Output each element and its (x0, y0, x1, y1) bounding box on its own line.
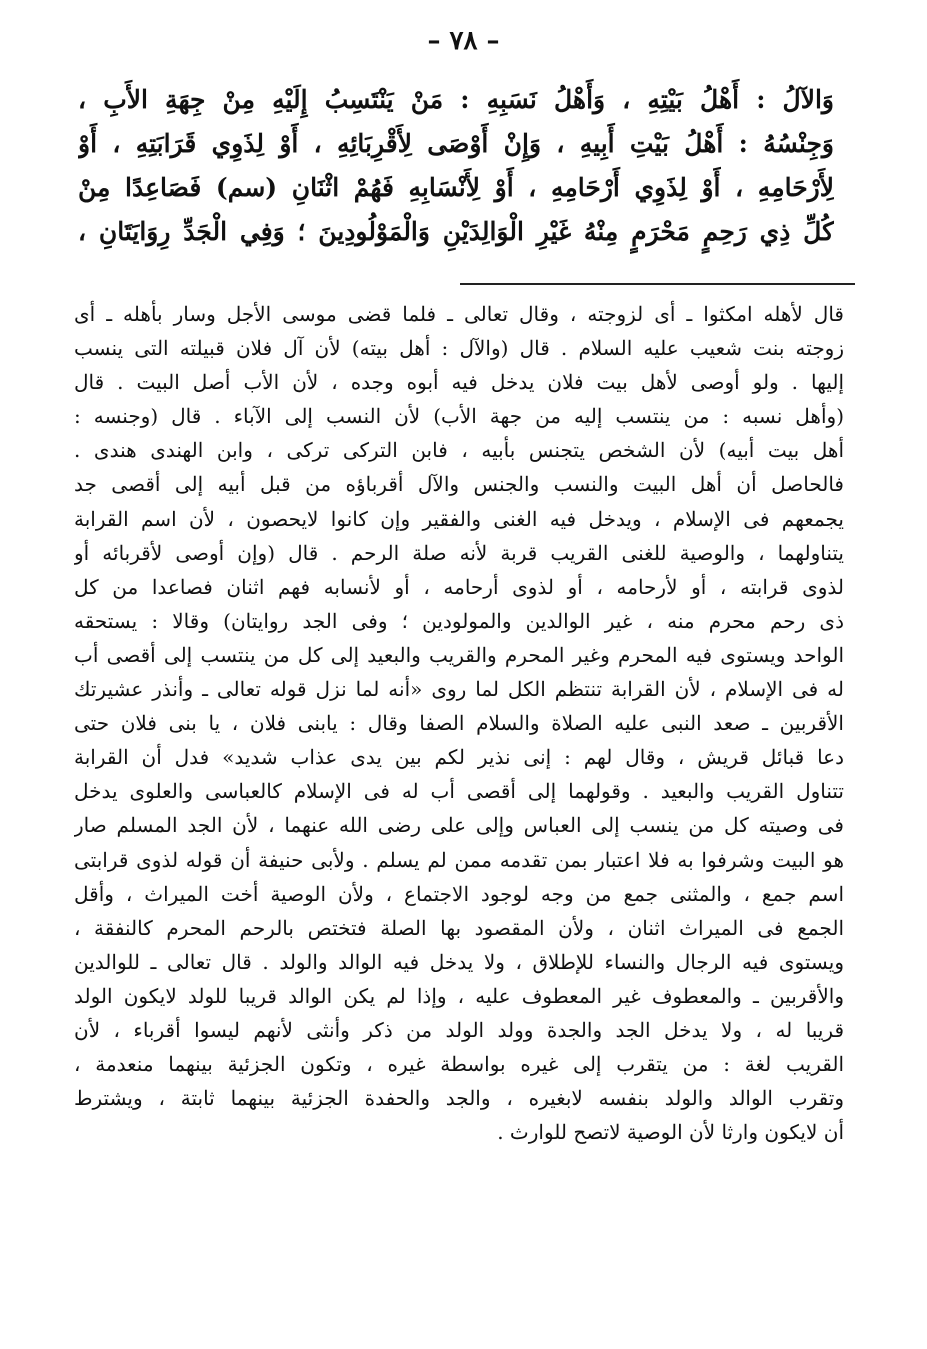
commentary-line: أهل بيت أبيه) لأن الشخص يتجنس بأبيه ، فابن التركى تركى ، وابن الهندى هندى . (74, 438, 844, 463)
commentary-line: له فى الإسلام ، لأن القرابة تنتظم الكل لما روى «أنه لما نزل قوله تعالى ـ وأنذر عشيرتك (74, 677, 844, 702)
commentary-line: دعا قبائل قريش ، وقال لهم : إنى نذير لكم بين يدى عذاب شديد» فدل أن القرابة (74, 745, 844, 770)
commentary-line: والأقربين ـ والمعطوف غير المعطوف عليه ، وإذا لم يكن الوالد قريبا للولد لايكون الولد (74, 983, 844, 1008)
commentary-line: فالحاصل أن أهل البيت والنسب والجنس والآل أقرباؤه من قبل أبيه إلى أقصى جد (74, 472, 844, 497)
commentary-line: ذى رحم محرم منه ، غير الوالدين والمولودين ؛ وفى الجد روايتان) وقالا : يستحقه (74, 608, 844, 633)
commentary-line: الواحد ويستوى فيه المحرم وغير المحرم والقريب والبعيد إلى كل من ينتسب إلى أقصى أب (74, 642, 844, 667)
commentary-text-block (74, 297, 844, 1149)
commentary-line: ويستوى فيه الرجال والنساء للإطلاق ، ولا يدخل فيه الوالد والولد . قال تعالى ـ للوالدين (74, 949, 844, 974)
commentary-line: إليها . ولو أوصى لأهل بيت فلان يدخل فيه أبوه وجده ، لأن الأب أصل البيت . قال (74, 370, 844, 395)
commentary-line: الجمع فى الميراث اثنان ، ولأن المقصود بها الصلة فتختص بالرحم المحرم كالنفقة ، (74, 915, 844, 940)
main-text-line: وَالآلُ : أَهْلُ بَيْتِهِ ، وَأَهْلُ نَسَبِهِ : مَنْ يَنْتَسِبُ إِلَيْهِ مِنْ جِهَةِ الأَبِ ، (78, 85, 834, 114)
main-text-block (78, 78, 834, 254)
commentary-line: (وأهل نسبه : من ينتسب إليه من جهة الأب) لأن النسب إلى الآباء . قال (وجنسه : (74, 404, 844, 429)
commentary-line: أن لايكون وارثا لأن الوصية لاتصح للوارث . (497, 1120, 844, 1145)
commentary-line: يجمعهم فى الإسلام ، ويدخل فيه الغنى والفقير وإن كانوا لايحصون ، لأن اسم القرابة (74, 506, 844, 531)
commentary-line: وتقرب الوالد والولد بنفسه لابغيره ، والجد والحفدة الجزئية بينهما ثابتة ، ويشترط (74, 1086, 844, 1111)
commentary-line: قال لأهله امكثوا ـ أى لزوجته ، وقال تعالى ـ فلما قضى موسى الأجل وسار بأهله ـ أى (74, 302, 844, 326)
main-text-line: كُلِّ ذِي رَحِمٍ مَحْرَمٍ مِنْهُ غَيْرِ الْوَالِدَيْنِ وَالْمَوْلُودِينَ ؛ وَفِي الْجَدِّ رِوَايَتَانِ ، (78, 217, 834, 246)
commentary-line: هو البيت وشرفوا به فلا اعتبار بمن تقدمه ممن لم يسلم . ولأبى حنيفة أن قوله لذوى قرابتى (74, 847, 844, 872)
commentary-line: لذوى قرابته ، أو لأرحامه ، أو لذوى أرحامه ، أو لأنسابه فهم اثنان فصاعدا من كل (74, 574, 844, 599)
main-text-line: لِأَرْحَامِهِ ، أَوْ لِذَوِي أَرْحَامِهِ ، أَوْ لِأَنْسَابِهِ فَهُمْ اثْنَانِ (سم) فَصَاعِدًا مِنْ (78, 173, 834, 202)
commentary-line: فى وصيته كل من ينسب إلى العباس وإلى على رضى الله عنهما ، لأن الجد المسلم صار (74, 813, 844, 838)
commentary-line: يتناولهما ، والوصية للغنى القريب قربة لأنه صلة الرحم . قال (وإن أوصى لأقربائه أو (74, 540, 844, 565)
main-text-line: وَجِنْسُهُ : أَهْلُ بَيْتِ أَبِيهِ ، وَإِنْ أَوْصَى لِأَقْرِبَائِهِ ، أَوْ لِذَوِي قَرَابَتِهِ ، أَوْ (78, 129, 834, 158)
commentary-line: اسم جمع ، والمثنى جمع من وجه لوجود الاجتماع ، ولأن الوصية أخت الميراث ، وأقل (74, 881, 844, 906)
commentary-line: قريبا له ، ولا يدخل الجد والجدة وولد الولد من ذكر وأنثى لأنهم ليسوا أقرباء ، لأن (74, 1017, 844, 1042)
page-number: – ٧٨ – (427, 26, 500, 56)
commentary-line: القريب لغة : من يتقرب إلى غيره بواسطة غيره ، وتكون الجزئية بينهما منعدمة ، (74, 1052, 844, 1077)
commentary-line: زوجته بنت شعيب عليه السلام . قال (والآل : أهل بيته) لأن آل فلان قبيلته التى ينسب (74, 336, 844, 361)
commentary-line: تتناول القريب والبعيد . وقولهما إلى أقصى أب له فى الإسلام كالعباسى والعلوى يدخل (74, 779, 844, 804)
commentary-line: الأقربين ـ صعد النبى عليه الصلاة والسلام الصفا وقال : يابنى فلان ، يا بنى فلان حتى (74, 711, 844, 736)
section-divider (460, 283, 855, 285)
